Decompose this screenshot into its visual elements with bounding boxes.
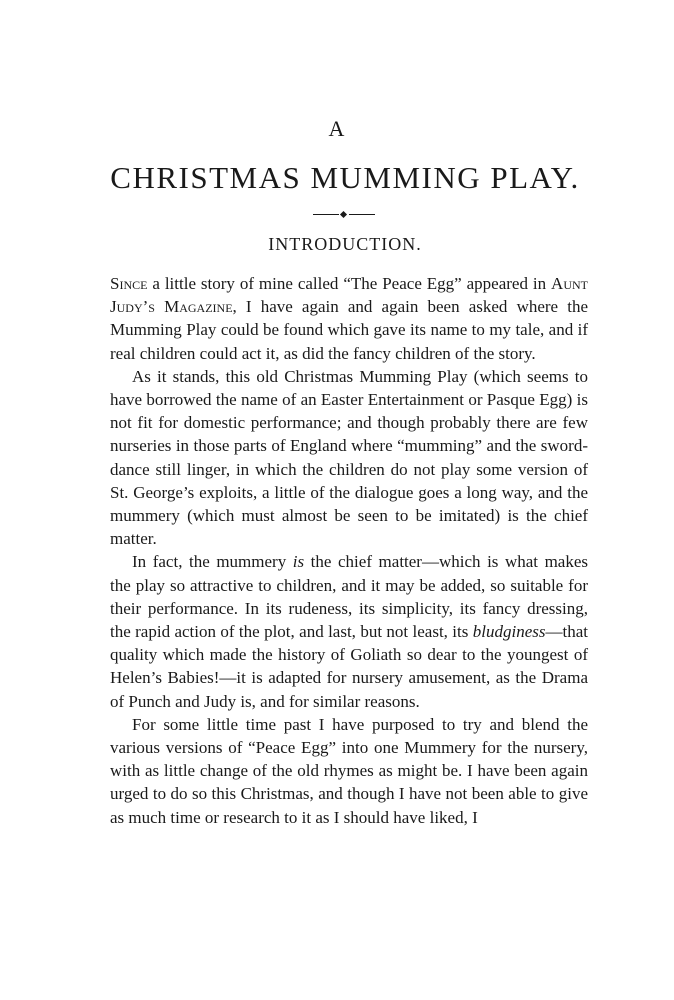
p1-text-b: , I have again and again been asked where the Mumming Play could be found which gave its name to my tale, and if real children could act it, as did the fancy children of the story. <box>110 297 588 363</box>
paragraph-1 <box>110 272 588 365</box>
p3-text-b: the chief matter—which is what makes the play so attractive to children, and it may be added, so suitable for their performance. In its rudeness, its simplicity, its fancy dressing, the rapid action of the plot, and last, but not least, its <box>110 552 589 642</box>
section-heading: INTRODUCTION. <box>268 234 422 254</box>
emphasis-bludginess: bludginess <box>472 622 546 642</box>
paragraph-4 <box>110 713 588 829</box>
paragraph-2 <box>110 365 588 551</box>
emphasis-is: is <box>292 552 305 572</box>
title-article: A <box>328 116 346 141</box>
page-title: CHRISTMAS MUMMING PLAY. <box>110 160 580 195</box>
diamond-ornament-icon <box>340 211 347 218</box>
rule-right <box>349 214 375 215</box>
p3-text-c: —that quality which made the history of Goliath so dear to the youngest of Helen’s Babies!—it is adapted for nursery amusement, as the Drama of Punch and Judy is, and for similar reasons. <box>110 622 588 711</box>
paragraph-3 <box>110 550 588 712</box>
ornamental-rule <box>313 212 375 218</box>
p3-text-a: In fact, the mummery <box>132 552 293 572</box>
lead-word: Since <box>110 274 148 293</box>
p2-text: As it stands, this old Christmas Mumming Play (which seems to have borrowed the name of an Easter Entertainment or Pasque Egg) is not fit for domestic performance; and though probably there are few nurseries in those parts of England where “mumming” and the sword-dance still linger, in which the children do not play some version of St. George’s exploits, a little of the dialogue goes a long way, and the mummery (which must almost be seen to be imitated) is the chief matter. <box>110 366 588 549</box>
rule-left <box>313 214 339 215</box>
p1-text-a: a little story of mine called “The Peace Egg” appeared in <box>147 274 552 293</box>
body-text <box>110 272 588 829</box>
magazine-name: Aunt Judy’s Magazine <box>110 274 588 317</box>
p4-text: For some little time past I have purposed to try and blend the various versions of “Peace Egg” into one Mummery for the nursery, with as little change of the old rhymes as might be. I have been again urged to do so this Christmas, and though I have not been able to give as much time or research to it as I should have liked, I <box>110 714 588 827</box>
